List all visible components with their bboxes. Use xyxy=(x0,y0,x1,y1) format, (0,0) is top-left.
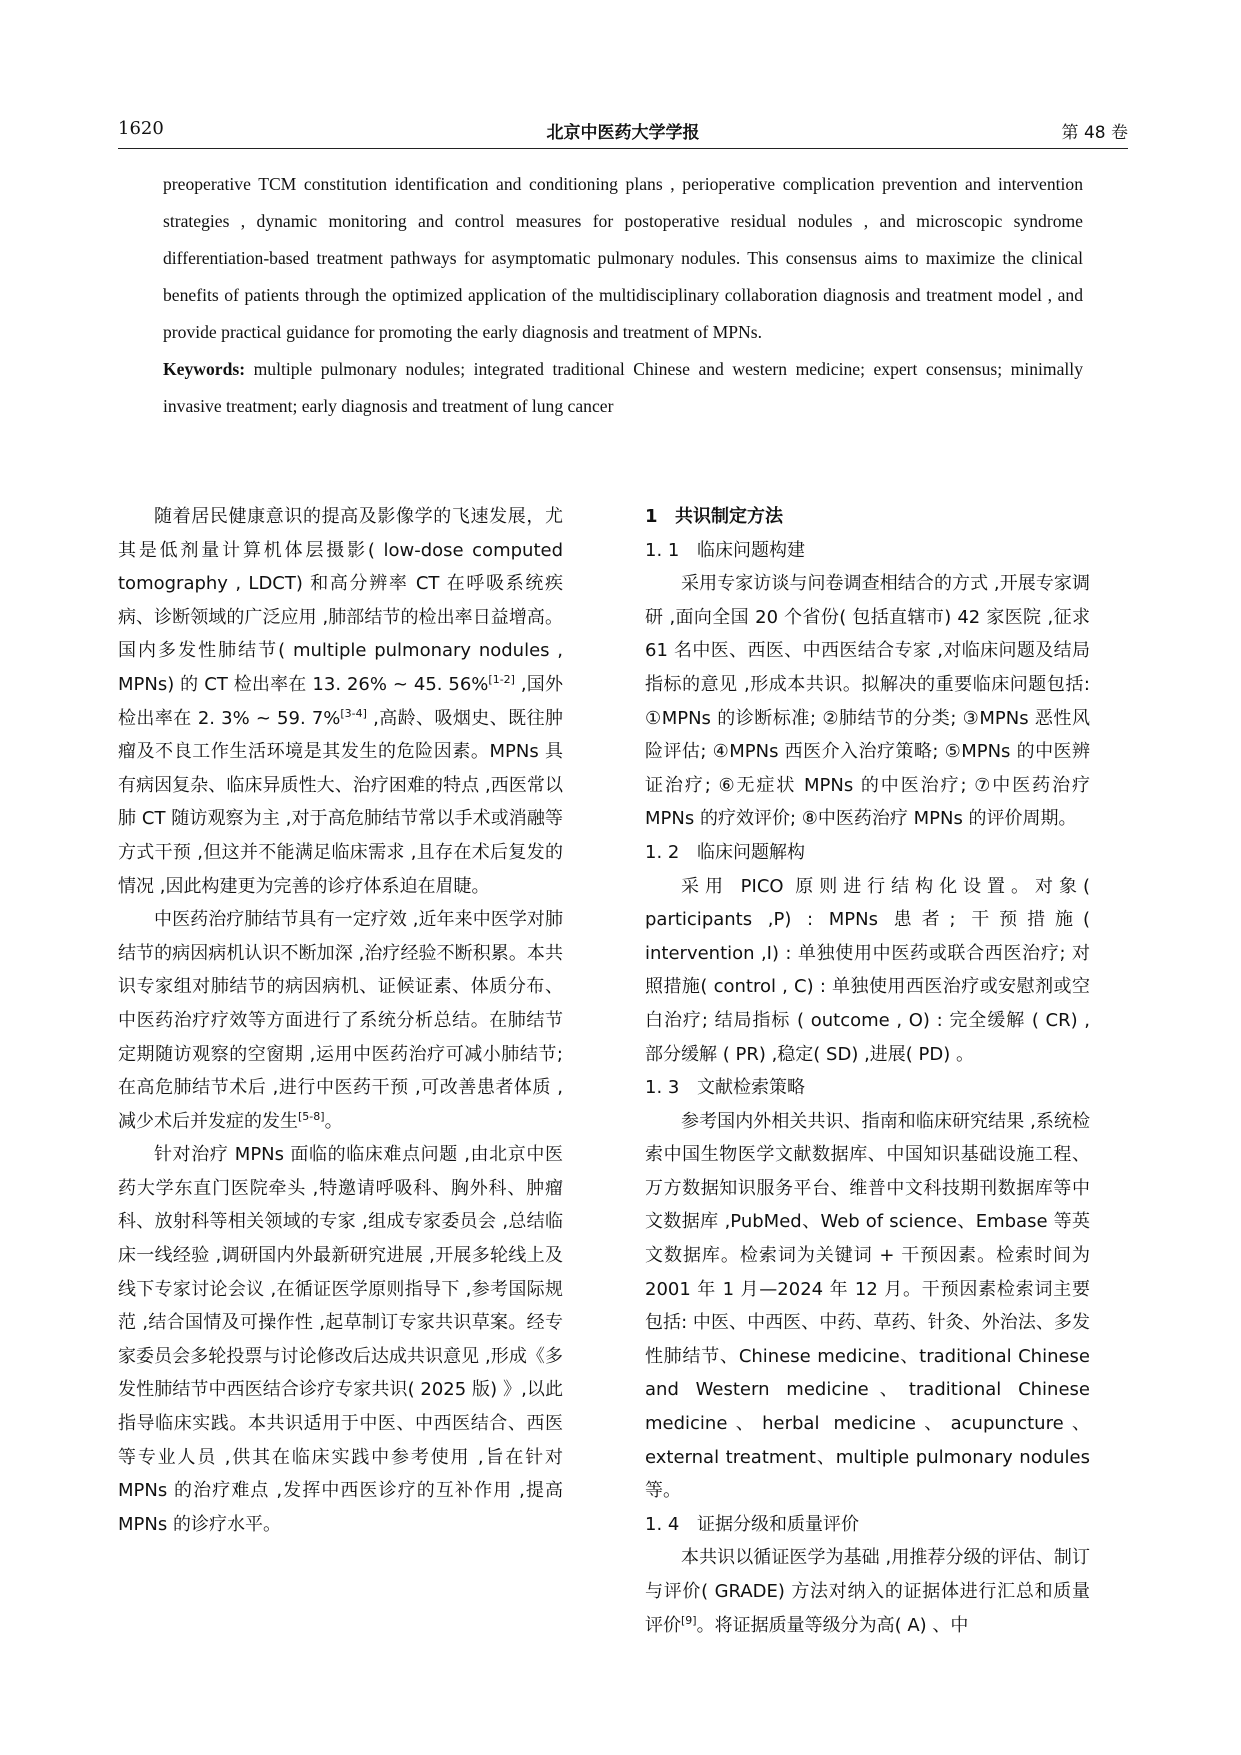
subsection-text-end: 。将证据质量等级分为高( A) 、中 xyxy=(696,1614,969,1636)
subsection-heading-1-3 xyxy=(645,1071,1090,1105)
subsection-number: 1. 2 xyxy=(645,841,680,863)
intro-text-b: ,国外检出率在 2. 3% ~ 59. 7% xyxy=(118,673,563,729)
keywords-text: multiple pulmonary nodules; integrated traditional Chinese and western medicine; expert consensus; minimally invasive treatment; early diagnosis and treatment of lung cancer xyxy=(163,359,1083,416)
subsection-heading-1-2 xyxy=(645,836,1090,870)
subsection-title: 临床问题解构 xyxy=(697,841,805,863)
section-title: 共识制定方法 xyxy=(675,506,783,527)
journal-title: 北京中医药大学学报 xyxy=(546,123,700,143)
subsection-number: 1. 1 xyxy=(645,539,680,561)
subsection-heading-1-4 xyxy=(645,1508,1090,1542)
english-abstract xyxy=(163,166,1083,425)
citation: [1-2] xyxy=(488,672,515,686)
running-header xyxy=(118,118,1128,149)
intro-paragraph-1 xyxy=(118,500,563,903)
citation: [9] xyxy=(681,1613,697,1627)
intro-paragraph-3: 针对治疗 MPNs 面临的临床难点问题 ,由北京中医药大学东直门医院牵头 ,特邀请呼吸科、胸外科、肿瘤科、放射科等相关领域的专家 ,组成专家委员会 ,总结临床一线经验 ,调研国内外最新研究进展 ,开展多轮线上及线下专家讨论会议 ,在循证医学原则指导下 ,参考国际规范 ,结合国情及可操作性 ,起草制订专家共识草案。经专家委员会多轮投票与讨论修改后达成共识意见 ,形成《多发性肺结节中西医结合诊疗专家共识( 2025 版) 》,以此指导临床实践。本共识适用于中医、中西医结合、西医等专业人员 ,供其在临床实践中参考使用 ,旨在针对 MPNs 的治疗难点 ,发挥中西医诊疗的互补作用 ,提高 MPNs 的诊疗水平。 xyxy=(118,1144,563,1535)
citation: [5-8] xyxy=(298,1109,325,1123)
left-column xyxy=(118,500,563,1541)
section-heading-1 xyxy=(645,500,1090,534)
right-column xyxy=(645,500,1090,1642)
subsection-number: 1. 4 xyxy=(645,1513,680,1535)
section-number: 1 xyxy=(645,506,658,527)
subsection-body-1-2: 采用 PICO 原则进行结构化设置。对象( participants ,P) : MPNs 患者; 干预措施( intervention ,I) : 单独使用中医药或联合西医治疗; 对照措施( control , C) : 单独使用西医治疗或安慰剂或空白治疗; 结局指标 ( outcome , O) : 完全缓解 ( CR) , 部分缓解 ( PR) ,稳定( SD) ,进展( PD) 。 xyxy=(645,875,1090,1065)
intro-paragraph-2 xyxy=(118,903,563,1138)
intro-text-c: ,高龄、吸烟史、既往肿瘤及不良工作生活环境是其发生的危险因素。MPNs 具有病因复杂、临床异质性大、治疗困难的特点 ,西医常以肺 CT 随访观察为主 ,对于高危肺结节常以手术或消融等方式干预 ,但这并不能满足临床需求 ,且存在术后复发的情况 ,因此构建更为完善的诊疗体系迫在眉睫。 xyxy=(118,707,563,897)
citation: [3-4] xyxy=(340,706,367,720)
subsection-title: 文献检索策略 xyxy=(697,1077,805,1099)
subsection-body-1-1: 采用专家访谈与问卷调查相结合的方式 ,开展专家调研 ,面向全国 20 个省份( 包括直辖市) 42 家医院 ,征求 61 名中医、西医、中西医结合专家 ,对临床问题及结局指标的意见 ,形成本共识。拟解决的重要临床问题包括: ①MPNs 的诊断标准; ②肺结节的分类; ③MPNs 恶性风险评估; ④MPNs 西医介入治疗策略; ⑤MPNs 的中医辨证治疗; ⑥无症状 MPNs 的中医治疗; ⑦中医药治疗 MPNs 的疗效评价; ⑧中医药治疗 MPNs 的评价周期。 xyxy=(645,573,1090,830)
intro-text-d: 中医药治疗肺结节具有一定疗效 ,近年来中医学对肺结节的病因病机认识不断加深 ,治疗经验不断积累。本共识专家组对肺结节的病因病机、证候证素、体质分布、中医药治疗疗效等方面进行了系统分析总结。在肺结节定期随访观察的空窗期 ,运用中医药治疗可减小肺结节; 在高危肺结节术后 ,进行中医药干预 ,可改善患者体质 ,减少术后并发症的发生 xyxy=(118,909,563,1132)
intro-text-e: 。 xyxy=(324,1110,343,1132)
abstract-body: preoperative TCM constitution identification and conditioning plans , perioperative complication prevention and intervention strategies , dynamic monitoring and control measures for postoperative residual nodules , and microscopic syndrome differentiation-based treatment pathways for asymptomatic pulmonary nodules. This consensus aims to maximize the clinical benefits of patients through the optimized application of the multidisciplinary collaboration diagnosis and treatment model , and provide practical guidance for promoting the early diagnosis and treatment of MPNs. xyxy=(163,174,1083,342)
keywords-label: Keywords: xyxy=(163,359,246,379)
page-number: 1620 xyxy=(118,118,164,139)
subsection-title: 证据分级和质量评价 xyxy=(697,1513,859,1535)
keywords xyxy=(163,351,1083,425)
subsection-text: 本共识以循证医学为基础 ,用推荐分级的评估、制订与评价( GRADE) 方法对纳入的证据体进行汇总和质量评价 xyxy=(645,1547,1090,1636)
subsection-body-1-3: 参考国内外相关共识、指南和临床研究结果 ,系统检索中国生物医学文献数据库、中国知识基础设施工程、万方数据知识服务平台、维普中文科技期刊数据库等中文数据库 ,PubMed、Web of science、Embase 等英文数据库。检索词为关键词 + 干预因素。检索时间为 2001 年 1 月—2024 年 12 月。干预因素检索词主要包括: 中医、中西医、中药、草药、针灸、外治法、多发性肺结节、Chinese medicine、traditional Chinese and Western medicine、traditional Chinese medicine、herbal medicine、acupuncture、external treatment、multiple pulmonary nodules 等。 xyxy=(645,1110,1090,1502)
subsection-number: 1. 3 xyxy=(645,1077,680,1099)
subsection-body-1-4 xyxy=(645,1541,1090,1642)
volume-label: 第 48 卷 xyxy=(1061,123,1128,143)
subsection-title: 临床问题构建 xyxy=(697,539,805,561)
intro-text-a: 随着居民健康意识的提高及影像学的飞速发展，尤其是低剂量计算机体层摄影( low-dose computed tomography , LDCT) 和高分辨率 CT 在呼吸系统疾病、诊断领域的广泛应用 ,肺部结节的检出率日益增高。国内多发性肺结节( multiple pulmonary nodules , MPNs) 的 CT 检出率在 13. 26% ~ 45. 56% xyxy=(118,506,563,695)
subsection-heading-1-1 xyxy=(645,534,1090,568)
